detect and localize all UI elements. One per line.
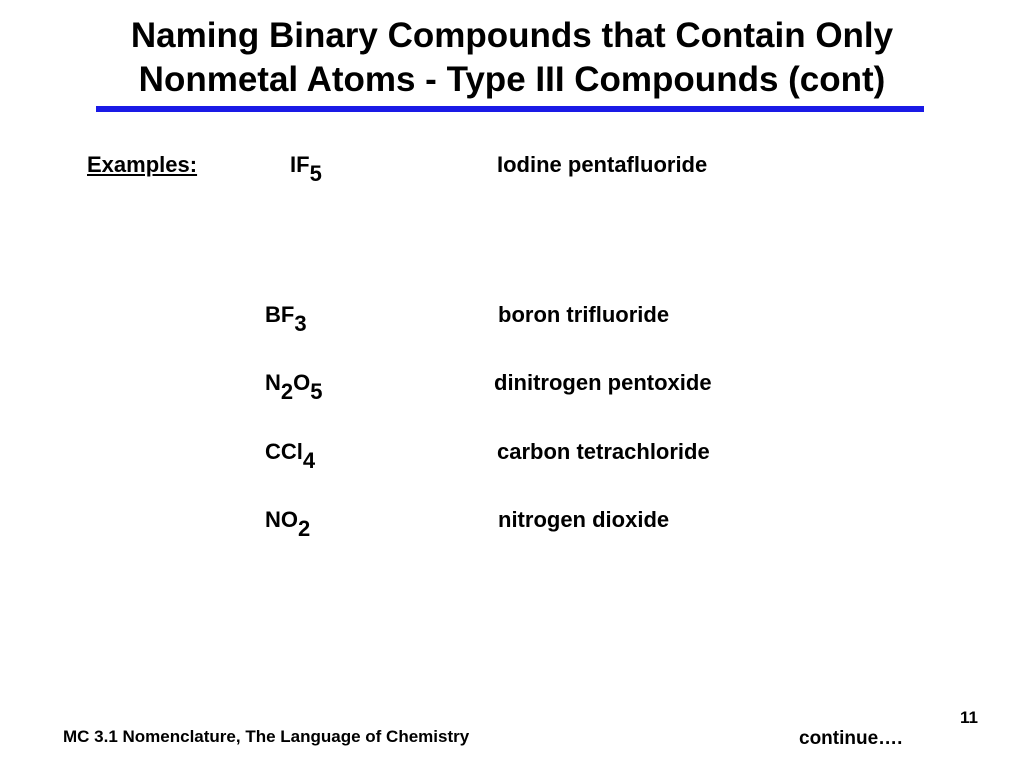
formula-element-symbol: O: [293, 370, 311, 395]
formula-element-symbol: NO: [265, 507, 298, 532]
footer-course-title: MC 3.1 Nomenclature, The Language of Chemistry: [63, 727, 470, 746]
formula-element-symbol: N: [265, 370, 281, 395]
formula-subscript: 2: [298, 516, 311, 541]
formula-nitrogen-dioxide: [265, 507, 311, 541]
continue-label: continue….: [799, 728, 903, 749]
name-boron-trifluoride: boron trifluoride: [498, 302, 670, 327]
formula-element-symbol: BF: [265, 302, 295, 327]
formula-subscript: 3: [294, 311, 307, 336]
formula-subscript: 5: [309, 161, 322, 186]
name-iodine-pentafluoride: Iodine pentafluoride: [497, 152, 708, 177]
formula-iodine-pentafluoride: [290, 152, 322, 186]
examples-label: Examples:: [87, 152, 198, 177]
formula-subscript: 4: [302, 448, 316, 473]
formula-element-symbol: CCl: [265, 439, 303, 464]
formula-subscript: 2: [280, 379, 294, 404]
slide-title-line-2: Nonmetal Atoms - Type III Compounds (cont): [138, 60, 886, 99]
page-number: 11: [960, 708, 978, 727]
formula-element-symbol: IF: [290, 152, 310, 177]
formula-carbon-tetrachloride: [265, 439, 316, 473]
slide-title: [0, 14, 1024, 102]
formula-boron-trifluoride: [265, 302, 307, 336]
title-underline-rule: [96, 106, 924, 112]
name-nitrogen-dioxide: nitrogen dioxide: [498, 507, 670, 532]
formula-dinitrogen-pentoxide: [265, 370, 323, 404]
formula-subscript: 5: [310, 379, 323, 404]
slide-title-line-1: Naming Binary Compounds that Contain Only: [130, 16, 894, 55]
name-carbon-tetrachloride: carbon tetrachloride: [497, 439, 710, 464]
name-dinitrogen-pentoxide: dinitrogen pentoxide: [494, 370, 712, 395]
